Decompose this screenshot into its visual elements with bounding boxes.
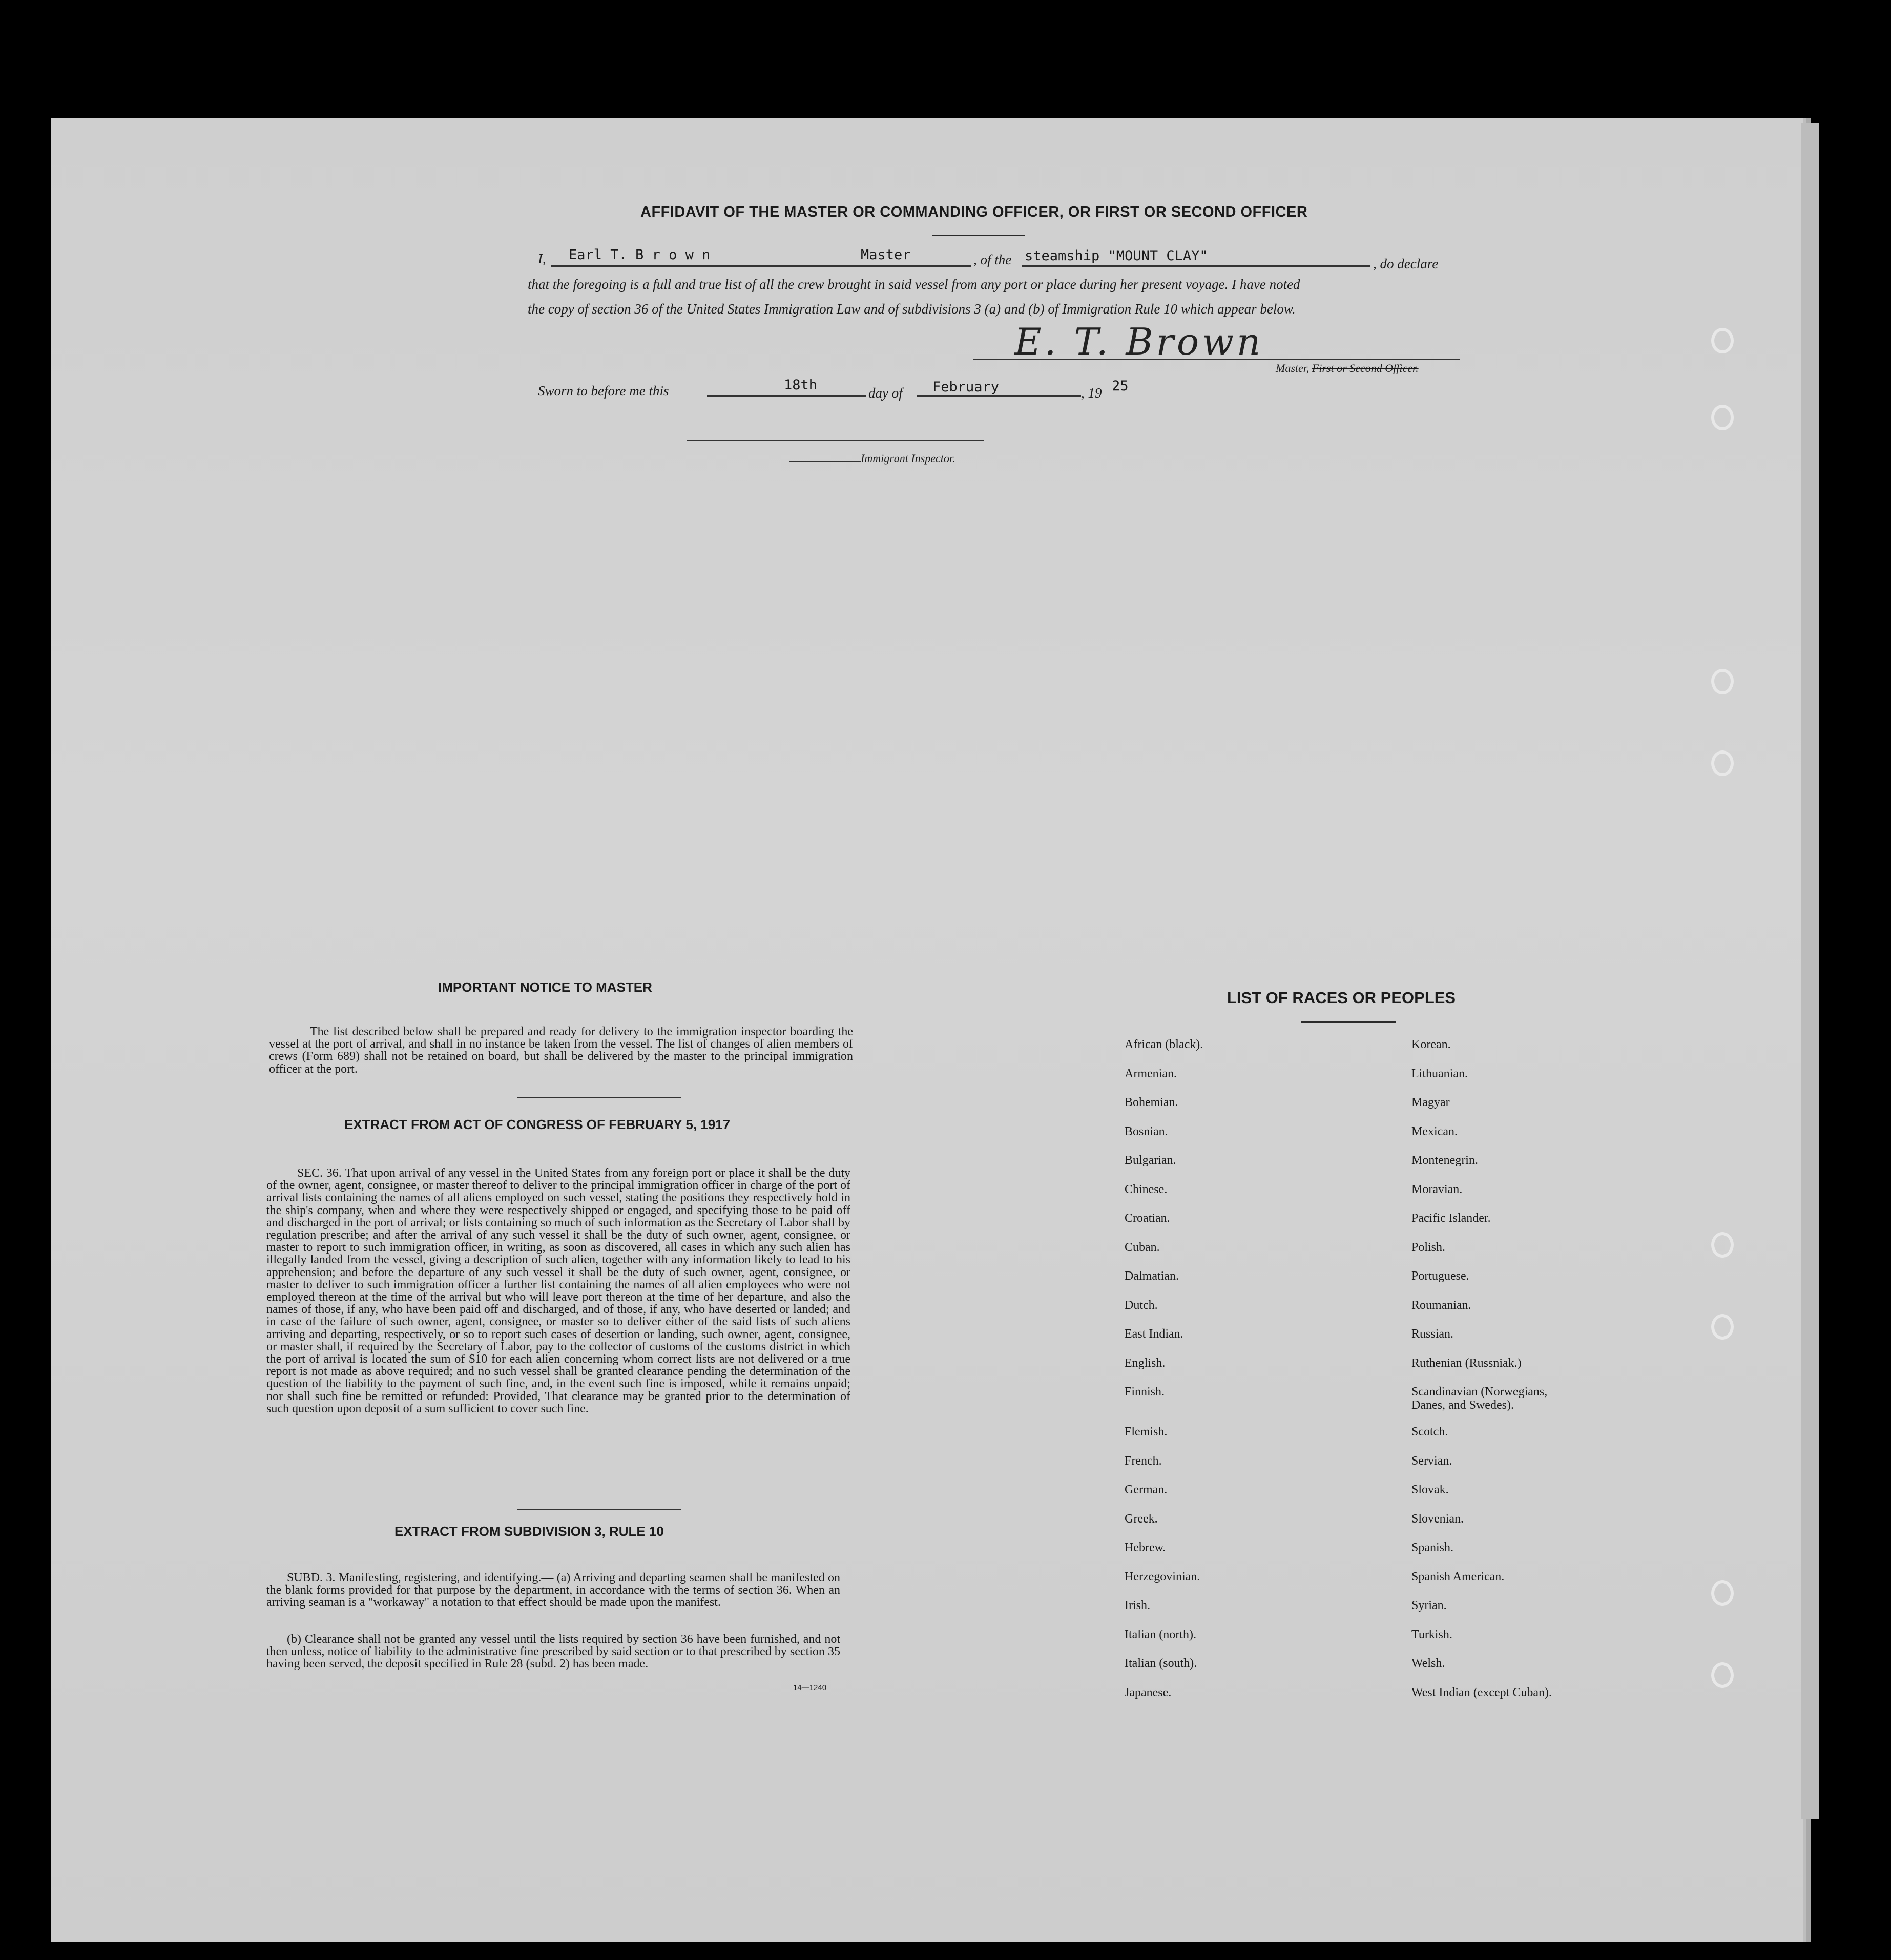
sworn-month: February (932, 379, 1000, 395)
binder-hole (1711, 1662, 1734, 1688)
of-the-label: , of the (973, 252, 1012, 267)
race-item: West Indian (except Cuban). (1411, 1685, 1552, 1699)
extract-rule-body-b: (b) Clearance shall not be granted any vessel until the lists required by section 36 have been furnished, and not then unless, notice of liability to the administrative fine prescribed by said section or to that prescribed by section 35 having been served, the deposit specified in Rule 28 (subd. 2) has been made. (266, 1633, 840, 1671)
race-item: Flemish. (1125, 1425, 1168, 1438)
race-item: African (black). (1125, 1038, 1203, 1051)
race-item: Korean. (1411, 1038, 1451, 1051)
race-item: Hebrew. (1125, 1541, 1166, 1554)
i-label: I, (538, 251, 546, 266)
year-prefix: , 19 (1081, 385, 1102, 401)
race-item: Scotch. (1411, 1425, 1448, 1438)
act-divider (517, 1097, 681, 1098)
form-number: 14—1240 (793, 1683, 827, 1692)
sworn-year: 25 (1112, 378, 1129, 394)
race-item: Servian. (1411, 1454, 1452, 1468)
affidavit-line-3: the copy of section 36 of the United States Immigration Law and of subdivisions 3 (a) and (b) of Immigration Rule 10 which appear below. (528, 301, 1296, 317)
race-item: German. (1125, 1483, 1168, 1496)
name-line (551, 265, 971, 267)
inspector-short-line (789, 461, 861, 462)
race-item: Roumanian. (1411, 1298, 1471, 1312)
binder-hole (1711, 1314, 1734, 1340)
day-of-label: day of (868, 385, 903, 401)
extract-rule-body-a: SUBD. 3. Manifesting, registering, and identifying.— (a) Arriving and departing seamen shall be manifested on the blank forms provided for that purpose by the department, in accordance with the terms of section 36. When an arriving seaman is a "workaway" a notation to that effect should be made upon the manifest. (266, 1571, 840, 1610)
master-title: Master, (1276, 362, 1310, 374)
races-title: LIST OF RACES OR PEOPLES (1227, 989, 1456, 1007)
race-item: East Indian. (1125, 1327, 1183, 1341)
race-item: Herzegovinian. (1125, 1570, 1200, 1583)
race-item: English. (1125, 1356, 1166, 1370)
notice-title: IMPORTANT NOTICE TO MASTER (438, 979, 652, 995)
affidavit-title: AFFIDAVIT OF THE MASTER OR COMMANDING OFFICER, OR FIRST OR SECOND OFFICER (640, 204, 1308, 220)
master-signature: E. T. Brown (1014, 320, 1264, 363)
race-item: Croatian. (1125, 1212, 1170, 1225)
race-item: Ruthenian (Russniak.) (1411, 1356, 1522, 1370)
race-item: Scandinavian (Norwegians, Danes, and Swedes). (1411, 1385, 1548, 1412)
struck-officer-label: First or Second Officer. (1312, 362, 1419, 374)
affidavit-line-2: that the foregoing is a full and true list of all the crew brought in said vessel from any port or place during her present voyage. I have noted (528, 277, 1300, 292)
race-item: Finnish. (1125, 1385, 1165, 1399)
race-item: Italian (north). (1125, 1628, 1196, 1641)
sworn-month-line (917, 395, 1081, 397)
race-item: Slovenian. (1411, 1512, 1464, 1526)
rule-divider (517, 1509, 681, 1510)
master-name: Earl T. B r o w n (569, 247, 711, 263)
notice-body: The list described below shall be prepared and ready for delivery to the immigration inspector boarding the vessel at the port of arrival, and shall in no instance be taken from the vessel. The list of changes of alien members of crews (Form 689) shall not be retained on board, but shall be delivered by the master to the principal immigration officer at the port. (269, 1025, 853, 1076)
races-divider (1301, 1021, 1396, 1023)
race-item: Slovak. (1411, 1483, 1449, 1496)
signature-line (973, 359, 1460, 360)
race-item: Dutch. (1125, 1298, 1158, 1312)
race-item: Pacific Islander. (1411, 1212, 1491, 1225)
race-item: Chinese. (1125, 1182, 1168, 1196)
extract-rule-title: EXTRACT FROM SUBDIVISION 3, RULE 10 (394, 1524, 664, 1539)
title-divider (932, 235, 1025, 236)
race-item: Spanish American. (1411, 1570, 1505, 1583)
inspector-label: Immigrant Inspector. (861, 452, 955, 465)
extract-act-title: EXTRACT FROM ACT OF CONGRESS OF FEBRUARY 5, 1917 (344, 1117, 731, 1132)
sworn-label: Sworn to before me this (538, 383, 669, 399)
race-item: French. (1125, 1454, 1162, 1468)
race-item: Dalmatian. (1125, 1269, 1179, 1283)
race-item: Welsh. (1411, 1657, 1445, 1670)
binder-hole (1711, 405, 1734, 430)
race-item: Spanish. (1411, 1541, 1454, 1554)
master-rank: Master (861, 247, 911, 263)
master-label (1276, 362, 1419, 375)
race-item: Montenegrin. (1411, 1154, 1478, 1167)
binder-hole (1711, 328, 1734, 353)
race-item: Greek. (1125, 1512, 1158, 1526)
binder-hole (1711, 1580, 1734, 1606)
page-edge-strip (1801, 123, 1819, 1819)
binder-hole (1711, 669, 1734, 694)
sworn-day: 18th (784, 377, 818, 393)
race-item: Turkish. (1411, 1628, 1452, 1641)
extract-act-body: SEC. 36. That upon arrival of any vessel in the United States from any foreign port or place it shall be the duty of the owner, agent, consignee, or master thereof to deliver to the principal immigration officer in charge of the port of arrival lists containing the names of all aliens employed on such vessel, stating the positions they respectively hold in the ship's company, when and where they were respectively shipped or engaged, and specifying those to be paid off and discharged in the port of arrival; or lists containing so much of such information as the Secretary of Labor shall by regulation prescribe; and after the arrival of any such vessel it shall be the duty of such owner, agent, consignee, or master to report to such immigration officer, in writing, as soon as discovered, all cases in which any such alien has illegally landed from the vessel, giving a description of such alien, together with any information likely to lead to his apprehension; and before the departure of any such vessel it shall be the duty of such owner, agent, consignee, or master to deliver to such immigration officer a further list containing the names of all alien employees who were not employed thereon at the time of the arrival but who will leave port thereon at the time of her departure, and also the names of those, if any, who have been paid off and discharged, and of those, if any, who have deserted or landed; and in case of the failure of such owner, agent, consignee, or master so to deliver either of the said lists of such aliens arriving and departing, respectively, or so to report such cases of desertion or landing, such owner, agent, consignee, or master shall, if required by the Secretary of Labor, pay to the collector of customs of the customs district in which the port of arrival is located the sum of $10 for each alien concerning whom correct lists are not delivered or a true report is not made as above required; and no such vessel shall be granted clearance pending the determination of the question of the liability to the payment of such fine, and, in the event such fine is imposed, while it remains unpaid; nor shall such fine be remitted or refunded: Provided, That clearance may be granted prior to the determination of such question upon deposit of a sum sufficient to cover such fine. (266, 1166, 850, 1415)
binder-hole (1711, 750, 1734, 776)
race-item: Syrian. (1411, 1599, 1447, 1612)
race-item: Armenian. (1125, 1067, 1177, 1080)
race-item: Portuguese. (1411, 1269, 1469, 1283)
race-item: Irish. (1125, 1599, 1150, 1612)
race-item: Mexican. (1411, 1124, 1458, 1138)
race-item: Magyar (1411, 1096, 1450, 1109)
race-item: Cuban. (1125, 1240, 1160, 1254)
race-item: Russian. (1411, 1327, 1454, 1341)
do-declare-label: , do declare (1373, 256, 1439, 272)
inspector-signature-line (687, 440, 984, 441)
sworn-day-line (707, 395, 866, 397)
binder-hole (1711, 1232, 1734, 1258)
race-item: Polish. (1411, 1240, 1446, 1254)
vessel-line (1022, 265, 1370, 267)
race-item: Bulgarian. (1125, 1154, 1176, 1167)
race-item: Bosnian. (1125, 1124, 1168, 1138)
race-item: Moravian. (1411, 1182, 1463, 1196)
race-item: Italian (south). (1125, 1657, 1197, 1670)
vessel-name: steamship "MOUNT CLAY" (1025, 248, 1208, 264)
race-item: Lithuanian. (1411, 1067, 1468, 1080)
race-item: Japanese. (1125, 1685, 1172, 1699)
race-item: Bohemian. (1125, 1096, 1178, 1109)
